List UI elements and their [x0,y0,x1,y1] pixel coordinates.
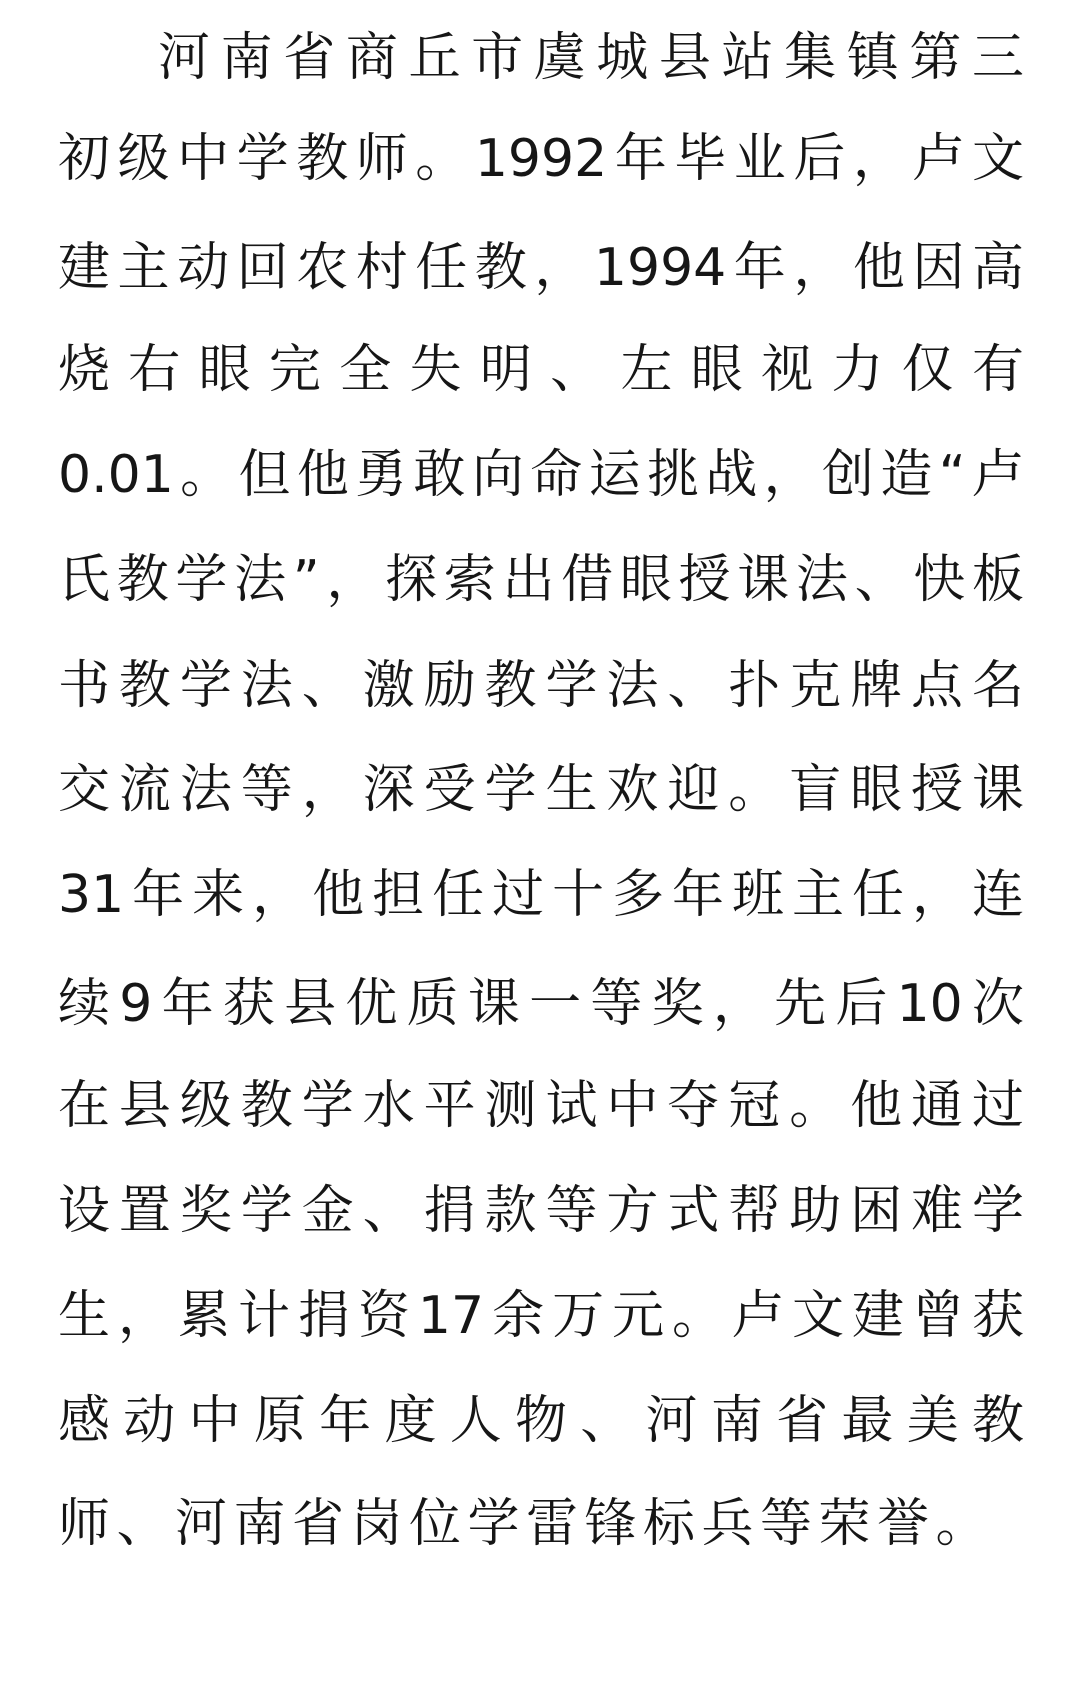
text-line-4: 烧右眼完全失明、左眼视力仅有 [58,340,1024,400]
text-line-1: 河南省商丘市虞城县站集镇第三 [158,28,1024,88]
text-line-14: 感动中原年度人物、河南省最美教 [58,1391,1024,1451]
text-line-8: 交流法等，深受学生欢迎。盲眼授课 [58,760,1024,820]
text-line-10: 续9年获县优质课一等奖，先后10次 [58,974,1024,1034]
text-line-9: 31年来，他担任过十多年班主任，连 [58,865,1024,925]
text-line-15: 师、河南省岗位学雷锋标兵等荣誉。 [58,1494,995,1554]
text-line-12: 设置奖学金、捐款等方式帮助困难学 [58,1181,1024,1241]
text-line-3: 建主动回农村任教，1994年，他因高 [58,238,1024,298]
text-line-2: 初级中学教师。1992年毕业后，卢文 [58,129,1024,189]
text-line-6: 氏教学法”，探索出借眼授课法、快板 [58,550,1024,610]
text-line-5: 0.01。但他勇敢向命运挑战，创造“卢 [58,445,1024,505]
text-line-13: 生，累计捐资17余万元。卢文建曾获 [58,1286,1024,1346]
text-line-11: 在县级教学水平测试中夺冠。他通过 [58,1076,1024,1136]
text-line-7: 书教学法、激励教学法、扑克牌点名 [58,656,1024,716]
